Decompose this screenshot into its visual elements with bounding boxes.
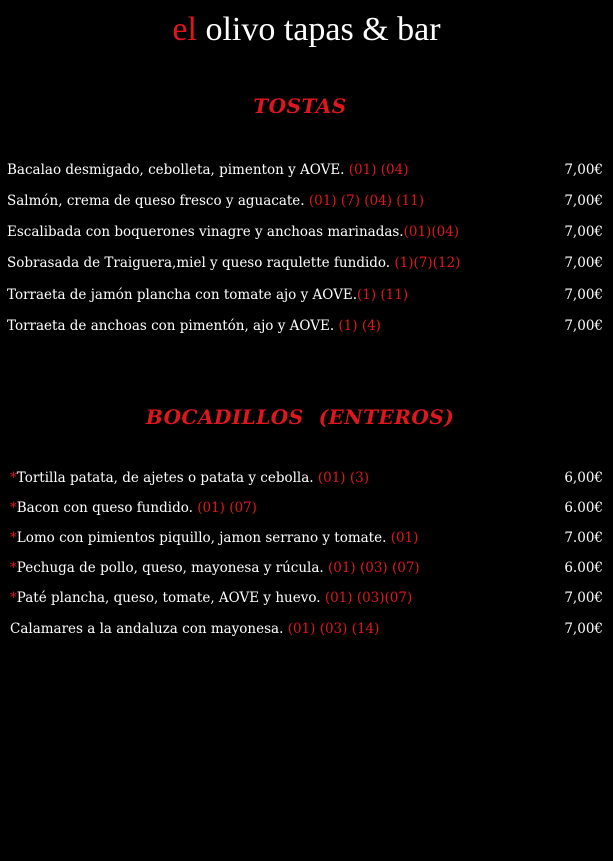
- item-price: 6,00€: [564, 470, 603, 486]
- item-star: *: [10, 500, 17, 516]
- section-heading-bocadillos: BOCADILLOS (ENTEROS): [145, 405, 455, 429]
- item-star: *: [10, 530, 17, 546]
- item-description: Lomo con pimientos piquillo, jamon serrano y tomate.: [16, 530, 391, 546]
- page-title: [0, 10, 613, 50]
- item-allergens: (1) (4): [338, 318, 381, 334]
- menu-item: [10, 498, 257, 518]
- section-heading-tostas: TOSTAS: [253, 94, 347, 118]
- item-description: Bacon con queso fundido.: [16, 500, 198, 516]
- item-price: 7,00€: [564, 287, 603, 303]
- item-allergens: (1) (11): [357, 287, 409, 303]
- item-allergens: (01) (3): [317, 470, 369, 486]
- item-description: Tortilla patata, de ajetes o patata y cebolla.: [16, 470, 318, 486]
- item-star: *: [10, 470, 17, 486]
- item-price: 7,00€: [564, 224, 603, 240]
- item-description: Sobrasada de Traiguera,miel y queso raqulette fundido.: [7, 255, 395, 271]
- item-price: 7.00€: [564, 530, 603, 546]
- item-price: 7,00€: [564, 318, 603, 334]
- menu-item: [10, 619, 379, 639]
- item-allergens: (01) (07): [197, 500, 257, 516]
- menu-item: [7, 316, 381, 336]
- item-description: Escalibada con boquerones vinagre y anchoas marinadas.: [7, 224, 404, 240]
- item-allergens: (01)(04): [403, 224, 460, 240]
- item-allergens: (01) (7) (04) (11): [308, 193, 425, 209]
- menu-item: [10, 588, 412, 608]
- item-description: Pechuga de pollo, queso, mayonesa y rúcula.: [16, 560, 328, 576]
- item-allergens: (01) (04): [348, 162, 409, 178]
- menu-item: [7, 191, 424, 211]
- item-price: 7,00€: [564, 162, 603, 178]
- item-allergens: (1)(7)(12): [394, 255, 461, 271]
- item-allergens: (01) (03) (14): [287, 621, 380, 637]
- item-price: 6.00€: [564, 500, 603, 516]
- item-description: Bacalao desmigado, cebolleta, pimenton y AOVE.: [7, 162, 349, 178]
- menu-item: [10, 468, 369, 488]
- item-price: 6.00€: [564, 560, 603, 576]
- item-price: 7,00€: [564, 193, 603, 209]
- item-description: Calamares a la andaluza con mayonesa.: [10, 621, 288, 637]
- brand-name-rest: olivo tapas & bar: [196, 11, 441, 48]
- item-star: *: [10, 560, 17, 576]
- item-description: Torraeta de jamón plancha con tomate ajo y AOVE.: [7, 287, 357, 303]
- menu-item: [7, 285, 408, 305]
- item-allergens: (01): [390, 530, 419, 546]
- menu-item: [10, 558, 420, 578]
- brand-name-accent: el: [172, 11, 197, 48]
- item-description: Salmón, crema de queso fresco y aguacate.: [7, 193, 309, 209]
- menu-item: [7, 253, 460, 273]
- item-star: *: [10, 590, 17, 606]
- item-description: Paté plancha, queso, tomate, AOVE y huevo.: [16, 590, 325, 606]
- item-price: 7,00€: [564, 590, 603, 606]
- item-allergens: (01) (03)(07): [324, 590, 413, 606]
- item-price: 7,00€: [564, 255, 603, 271]
- menu-item: [10, 528, 418, 548]
- item-description: Torraeta de anchoas con pimentón, ajo y AOVE.: [7, 318, 339, 334]
- menu-item: [7, 222, 459, 242]
- item-price: 7,00€: [564, 621, 603, 637]
- item-allergens: (01) (03) (07): [327, 560, 420, 576]
- menu-item: [7, 160, 408, 180]
